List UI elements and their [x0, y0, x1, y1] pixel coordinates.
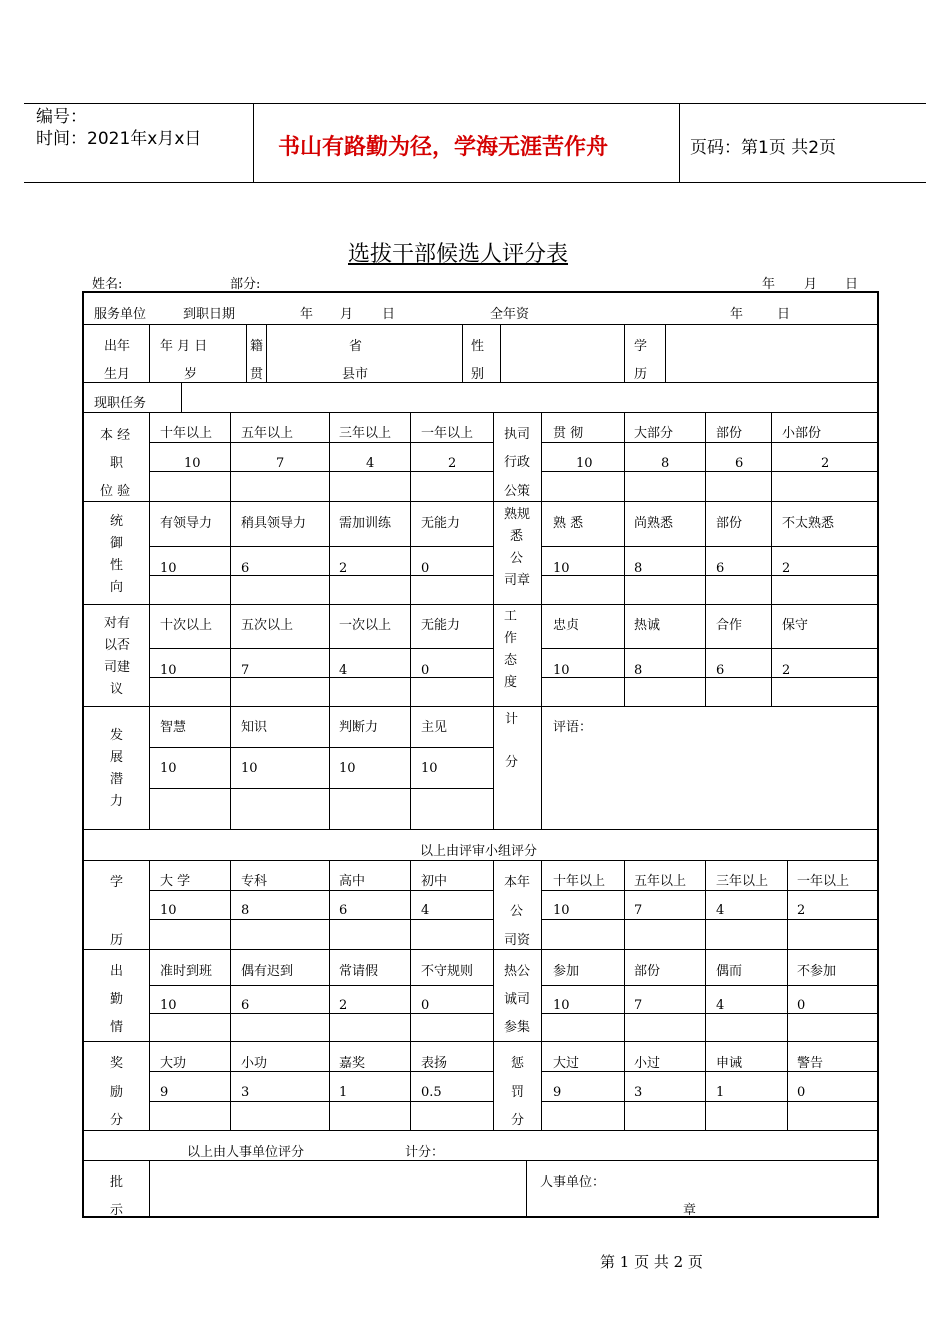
total-score-label: 计 [505, 712, 519, 727]
join-month-label: 月 [340, 307, 354, 322]
row-line [542, 648, 878, 649]
row-line [150, 677, 493, 678]
col-line [500, 324, 501, 382]
row-line [84, 412, 878, 413]
row-line [150, 1101, 493, 1102]
rewards-option: 小功 [241, 1056, 268, 1071]
company-seniority-label: 公 [510, 904, 524, 919]
hr-unit-label: 人事单位： [540, 1175, 606, 1190]
leadership-label: 御 [110, 536, 124, 551]
policy-label: 执司 [504, 427, 531, 442]
rewards-score: 3 [241, 1085, 250, 1100]
suggestions-option: 无能力 [421, 618, 461, 633]
rewards-option: 大功 [160, 1056, 187, 1071]
date-day: 日 [845, 277, 859, 292]
row-line [150, 1013, 493, 1014]
row-line [150, 471, 493, 472]
rules-option: 尚熟悉 [634, 516, 674, 531]
attendance-score: 0 [421, 998, 430, 1013]
company-seniority-label: 司资 [504, 933, 531, 948]
origin-label: 贯 [250, 367, 264, 382]
attitude-score: 2 [782, 663, 791, 678]
education-option: 专科 [241, 874, 268, 889]
education-score: 4 [421, 903, 430, 918]
sex-label: 别 [471, 367, 485, 382]
join-year-label: 年 [300, 307, 314, 322]
attendance-option: 偶有迟到 [241, 964, 294, 979]
col-line [624, 860, 625, 1130]
attitude-score: 6 [716, 663, 725, 678]
row-line [542, 1071, 878, 1072]
attendance-option: 不守规则 [421, 964, 474, 979]
rewards-option: 嘉奖 [339, 1056, 366, 1071]
suggestions-score: 10 [160, 663, 177, 678]
rules-option: 部份 [716, 516, 743, 531]
company-seniority-score: 10 [553, 903, 570, 918]
row-line [542, 546, 878, 547]
potential-option: 判断力 [339, 720, 379, 735]
potential-score: 10 [241, 761, 258, 776]
seniority-label: 全年资 [490, 307, 530, 322]
gatherings-score: 0 [797, 998, 806, 1013]
rules-score: 10 [553, 561, 570, 576]
col-line [541, 860, 542, 1130]
experience-option: 三年以上 [339, 426, 392, 441]
experience-option: 五年以上 [241, 426, 294, 441]
col-line [149, 412, 150, 829]
education-score: 8 [241, 903, 250, 918]
leadership-option: 需加训练 [339, 516, 392, 531]
row-line [150, 788, 493, 789]
attendance-score: 6 [241, 998, 250, 1013]
col-line [624, 412, 625, 706]
attitude-option: 热诚 [634, 618, 661, 633]
row-line [542, 1013, 878, 1014]
col-line [410, 412, 411, 829]
col-line [493, 412, 494, 829]
company-seniority-score: 4 [716, 903, 725, 918]
policy-label: 公策 [504, 484, 531, 499]
experience-label: 职 [110, 456, 124, 471]
hr-total-label: 计分： [405, 1145, 445, 1160]
attitude-option: 忠贞 [553, 618, 580, 633]
row-line [150, 575, 493, 576]
header-divider [253, 104, 254, 182]
suggestions-label: 议 [110, 682, 124, 697]
leadership-option: 稍具领导力 [241, 516, 307, 531]
gatherings-label: 参集 [504, 1020, 531, 1035]
company-seniority-option: 一年以上 [797, 874, 850, 889]
col-line [181, 382, 182, 412]
suggestions-option: 五次以上 [241, 618, 294, 633]
form-title: 选拔干部候选人评分表 [348, 242, 569, 267]
row-line [150, 546, 493, 547]
col-line [230, 860, 231, 1130]
education-level-label: 学 [634, 339, 648, 354]
col-line [266, 324, 267, 382]
row-line [84, 604, 878, 605]
header-motto: 书山有路勤为径，学海无涯苦作舟 [278, 135, 609, 160]
date-year: 年 [762, 277, 776, 292]
suggestions-score: 7 [241, 663, 250, 678]
education-option: 高中 [339, 874, 366, 889]
potential-option: 知识 [241, 720, 268, 735]
suggestions-score: 0 [421, 663, 430, 678]
attitude-label: 作 [504, 631, 518, 646]
penalties-label: 惩 [511, 1056, 525, 1071]
row-line [150, 648, 493, 649]
doc-number-label: 编号： [36, 107, 87, 127]
penalties-label: 分 [511, 1113, 525, 1128]
policy-score: 8 [661, 456, 670, 471]
col-line [705, 860, 706, 1130]
col-line [526, 1160, 527, 1217]
leadership-label: 统 [110, 514, 124, 529]
row-line [542, 442, 878, 443]
experience-score: 2 [448, 456, 457, 471]
rewards-score: 0.5 [421, 1085, 442, 1100]
gatherings-score: 10 [553, 998, 570, 1013]
education-score: 6 [339, 903, 348, 918]
suggestions-option: 一次以上 [339, 618, 392, 633]
penalties-score: 1 [716, 1085, 725, 1100]
policy-option: 大部分 [634, 426, 674, 441]
potential-label: 力 [110, 794, 124, 809]
row-line [84, 501, 878, 502]
col-line [787, 860, 788, 1130]
leadership-score: 2 [339, 561, 348, 576]
gatherings-score: 7 [634, 998, 643, 1013]
service-unit-label: 服务单位 [94, 307, 147, 322]
gatherings-option: 参加 [553, 964, 580, 979]
doc-time-label: 时间：2021年x月x日 [36, 129, 202, 149]
header-page-info: 页码：第1页 共2页 [690, 138, 837, 158]
attendance-label: 出 [110, 964, 124, 979]
rules-label: 司章 [504, 573, 531, 588]
col-line [230, 412, 231, 829]
row-line [150, 985, 493, 986]
hr-review-note: 以上由人事单位评分 [187, 1145, 305, 1160]
leadership-option: 有领导力 [160, 516, 213, 531]
penalties-score: 0 [797, 1085, 806, 1100]
birth-label: 生月 [104, 367, 131, 382]
penalties-option: 申诫 [716, 1056, 743, 1071]
education-label: 学 [110, 875, 124, 890]
gatherings-label: 热公 [504, 964, 531, 979]
suggestions-score: 4 [339, 663, 348, 678]
penalties-option: 警告 [797, 1056, 824, 1071]
attitude-label: 工 [504, 609, 518, 624]
row-line [542, 677, 878, 678]
potential-score: 10 [339, 761, 356, 776]
col-line [462, 324, 463, 382]
policy-option: 部份 [716, 426, 743, 441]
rewards-label: 奖 [110, 1056, 124, 1071]
county-label: 县市 [342, 367, 369, 382]
join-date-label: 到职日期 [183, 307, 236, 322]
attendance-option: 准时到班 [160, 964, 213, 979]
policy-label: 行政 [504, 455, 531, 470]
leadership-score: 10 [160, 561, 177, 576]
potential-option: 智慧 [160, 720, 187, 735]
row-line [542, 919, 878, 920]
attendance-option: 常请假 [339, 964, 379, 979]
suggestions-option: 十次以上 [160, 618, 213, 633]
suggestions-label: 司建 [104, 660, 131, 675]
group-review-note: 以上由评审小组评分 [420, 844, 538, 859]
experience-score: 4 [366, 456, 375, 471]
suggestions-label: 对有 [104, 616, 131, 631]
attendance-label: 勤 [110, 992, 124, 1007]
origin-label: 籍 [250, 339, 264, 354]
penalties-score: 3 [634, 1085, 643, 1100]
experience-option: 十年以上 [160, 426, 213, 441]
comment-label: 评语： [553, 720, 593, 735]
row-line [542, 575, 878, 576]
education-option: 初中 [421, 874, 448, 889]
company-seniority-score: 7 [634, 903, 643, 918]
seal-label: 章 [683, 1203, 697, 1218]
row-line [150, 747, 493, 748]
header-divider [679, 104, 680, 182]
col-line [771, 412, 772, 706]
education-level-label: 历 [634, 367, 648, 382]
col-line [705, 412, 706, 706]
potential-label: 发 [110, 728, 124, 743]
potential-score: 10 [160, 761, 177, 776]
rules-label: 公 [510, 551, 524, 566]
seniority-years-label: 年 [730, 307, 744, 322]
col-line [541, 412, 542, 829]
col-line [149, 860, 150, 1130]
penalties-label: 罚 [511, 1085, 525, 1100]
attitude-label: 度 [504, 675, 518, 690]
col-line [329, 412, 330, 829]
potential-option: 主见 [421, 720, 448, 735]
col-line [149, 324, 150, 382]
leadership-score: 0 [421, 561, 430, 576]
attitude-option: 保守 [782, 618, 809, 633]
gatherings-label: 诚司 [504, 992, 531, 1007]
penalties-score: 9 [553, 1085, 562, 1100]
gatherings-score: 4 [716, 998, 725, 1013]
education-score: 10 [160, 903, 177, 918]
row-line [84, 1041, 878, 1042]
potential-label: 潜 [110, 772, 124, 787]
attitude-score: 10 [553, 663, 570, 678]
policy-option: 贯 彻 [553, 426, 584, 441]
policy-option: 小部份 [782, 426, 822, 441]
rewards-score: 9 [160, 1085, 169, 1100]
attendance-score: 10 [160, 998, 177, 1013]
row-line [150, 919, 493, 920]
name-field-label: 姓名: [92, 277, 123, 292]
policy-score: 2 [821, 456, 830, 471]
suggestions-label: 以否 [104, 638, 131, 653]
row-line [84, 949, 878, 950]
experience-label: 本 经 [100, 428, 131, 443]
gatherings-option: 偶而 [716, 964, 743, 979]
experience-option: 一年以上 [421, 426, 474, 441]
row-line [150, 442, 493, 443]
company-seniority-option: 十年以上 [553, 874, 606, 889]
experience-score: 10 [184, 456, 201, 471]
rules-label: 熟规 [504, 507, 531, 522]
leadership-label: 性 [110, 558, 124, 573]
rewards-option: 表扬 [421, 1056, 448, 1071]
education-label: 历 [110, 933, 124, 948]
attendance-label: 情 [110, 1020, 124, 1035]
attitude-score: 8 [634, 663, 643, 678]
leadership-label: 向 [110, 580, 124, 595]
gatherings-option: 部份 [634, 964, 661, 979]
education-option: 大 学 [160, 874, 191, 889]
penalties-option: 大过 [553, 1056, 580, 1071]
col-line [149, 1160, 150, 1217]
policy-score: 10 [576, 456, 593, 471]
rules-score: 6 [716, 561, 725, 576]
row-line [84, 706, 878, 707]
total-score-label: 分 [505, 755, 519, 770]
leadership-option: 无能力 [421, 516, 461, 531]
attitude-option: 合作 [716, 618, 743, 633]
age-label: 岁 [184, 367, 198, 382]
sex-label: 性 [471, 339, 485, 354]
col-line [493, 860, 494, 1130]
company-seniority-option: 五年以上 [634, 874, 687, 889]
current-post-label: 现职任务 [94, 396, 147, 411]
approval-label: 批 [110, 1175, 124, 1190]
row-line [84, 324, 878, 325]
seniority-days-label: 日 [777, 307, 791, 322]
province-label: 省 [349, 339, 363, 354]
page-footer: 第 1 页 共 2 页 [600, 1253, 703, 1271]
col-line [329, 860, 330, 1130]
rules-option: 不太熟悉 [782, 516, 835, 531]
row-line [542, 890, 878, 891]
gatherings-option: 不参加 [797, 964, 837, 979]
potential-label: 展 [110, 750, 124, 765]
row-line [84, 860, 878, 861]
potential-score: 10 [421, 761, 438, 776]
date-month: 月 [804, 277, 818, 292]
attitude-label: 态 [504, 653, 518, 668]
dept-field-label: 部分: [230, 277, 261, 292]
penalties-option: 小过 [634, 1056, 661, 1071]
rewards-label: 励 [110, 1085, 124, 1100]
rules-label: 悉 [510, 529, 524, 544]
col-line [665, 324, 666, 382]
attendance-score: 2 [339, 998, 348, 1013]
rules-score: 8 [634, 561, 643, 576]
birth-date-label: 年 月 日 [160, 339, 208, 354]
rules-option: 熟 悉 [553, 516, 584, 531]
row-line [150, 890, 493, 891]
col-line [410, 860, 411, 1130]
experience-score: 7 [276, 456, 285, 471]
row-line [542, 1101, 878, 1102]
col-line [624, 324, 625, 382]
rewards-score: 1 [339, 1085, 348, 1100]
approval-label: 示 [110, 1203, 124, 1218]
company-seniority-option: 三年以上 [716, 874, 769, 889]
join-day-label: 日 [382, 307, 396, 322]
company-seniority-score: 2 [797, 903, 806, 918]
row-line [84, 829, 878, 830]
birth-label: 出年 [104, 339, 131, 354]
row-line [84, 1130, 878, 1131]
row-line [542, 985, 878, 986]
experience-label: 位 验 [100, 484, 131, 499]
rewards-label: 分 [110, 1113, 124, 1128]
leadership-score: 6 [241, 561, 250, 576]
rules-score: 2 [782, 561, 791, 576]
policy-score: 6 [735, 456, 744, 471]
company-seniority-label: 本年 [504, 875, 531, 890]
col-line [246, 324, 247, 382]
